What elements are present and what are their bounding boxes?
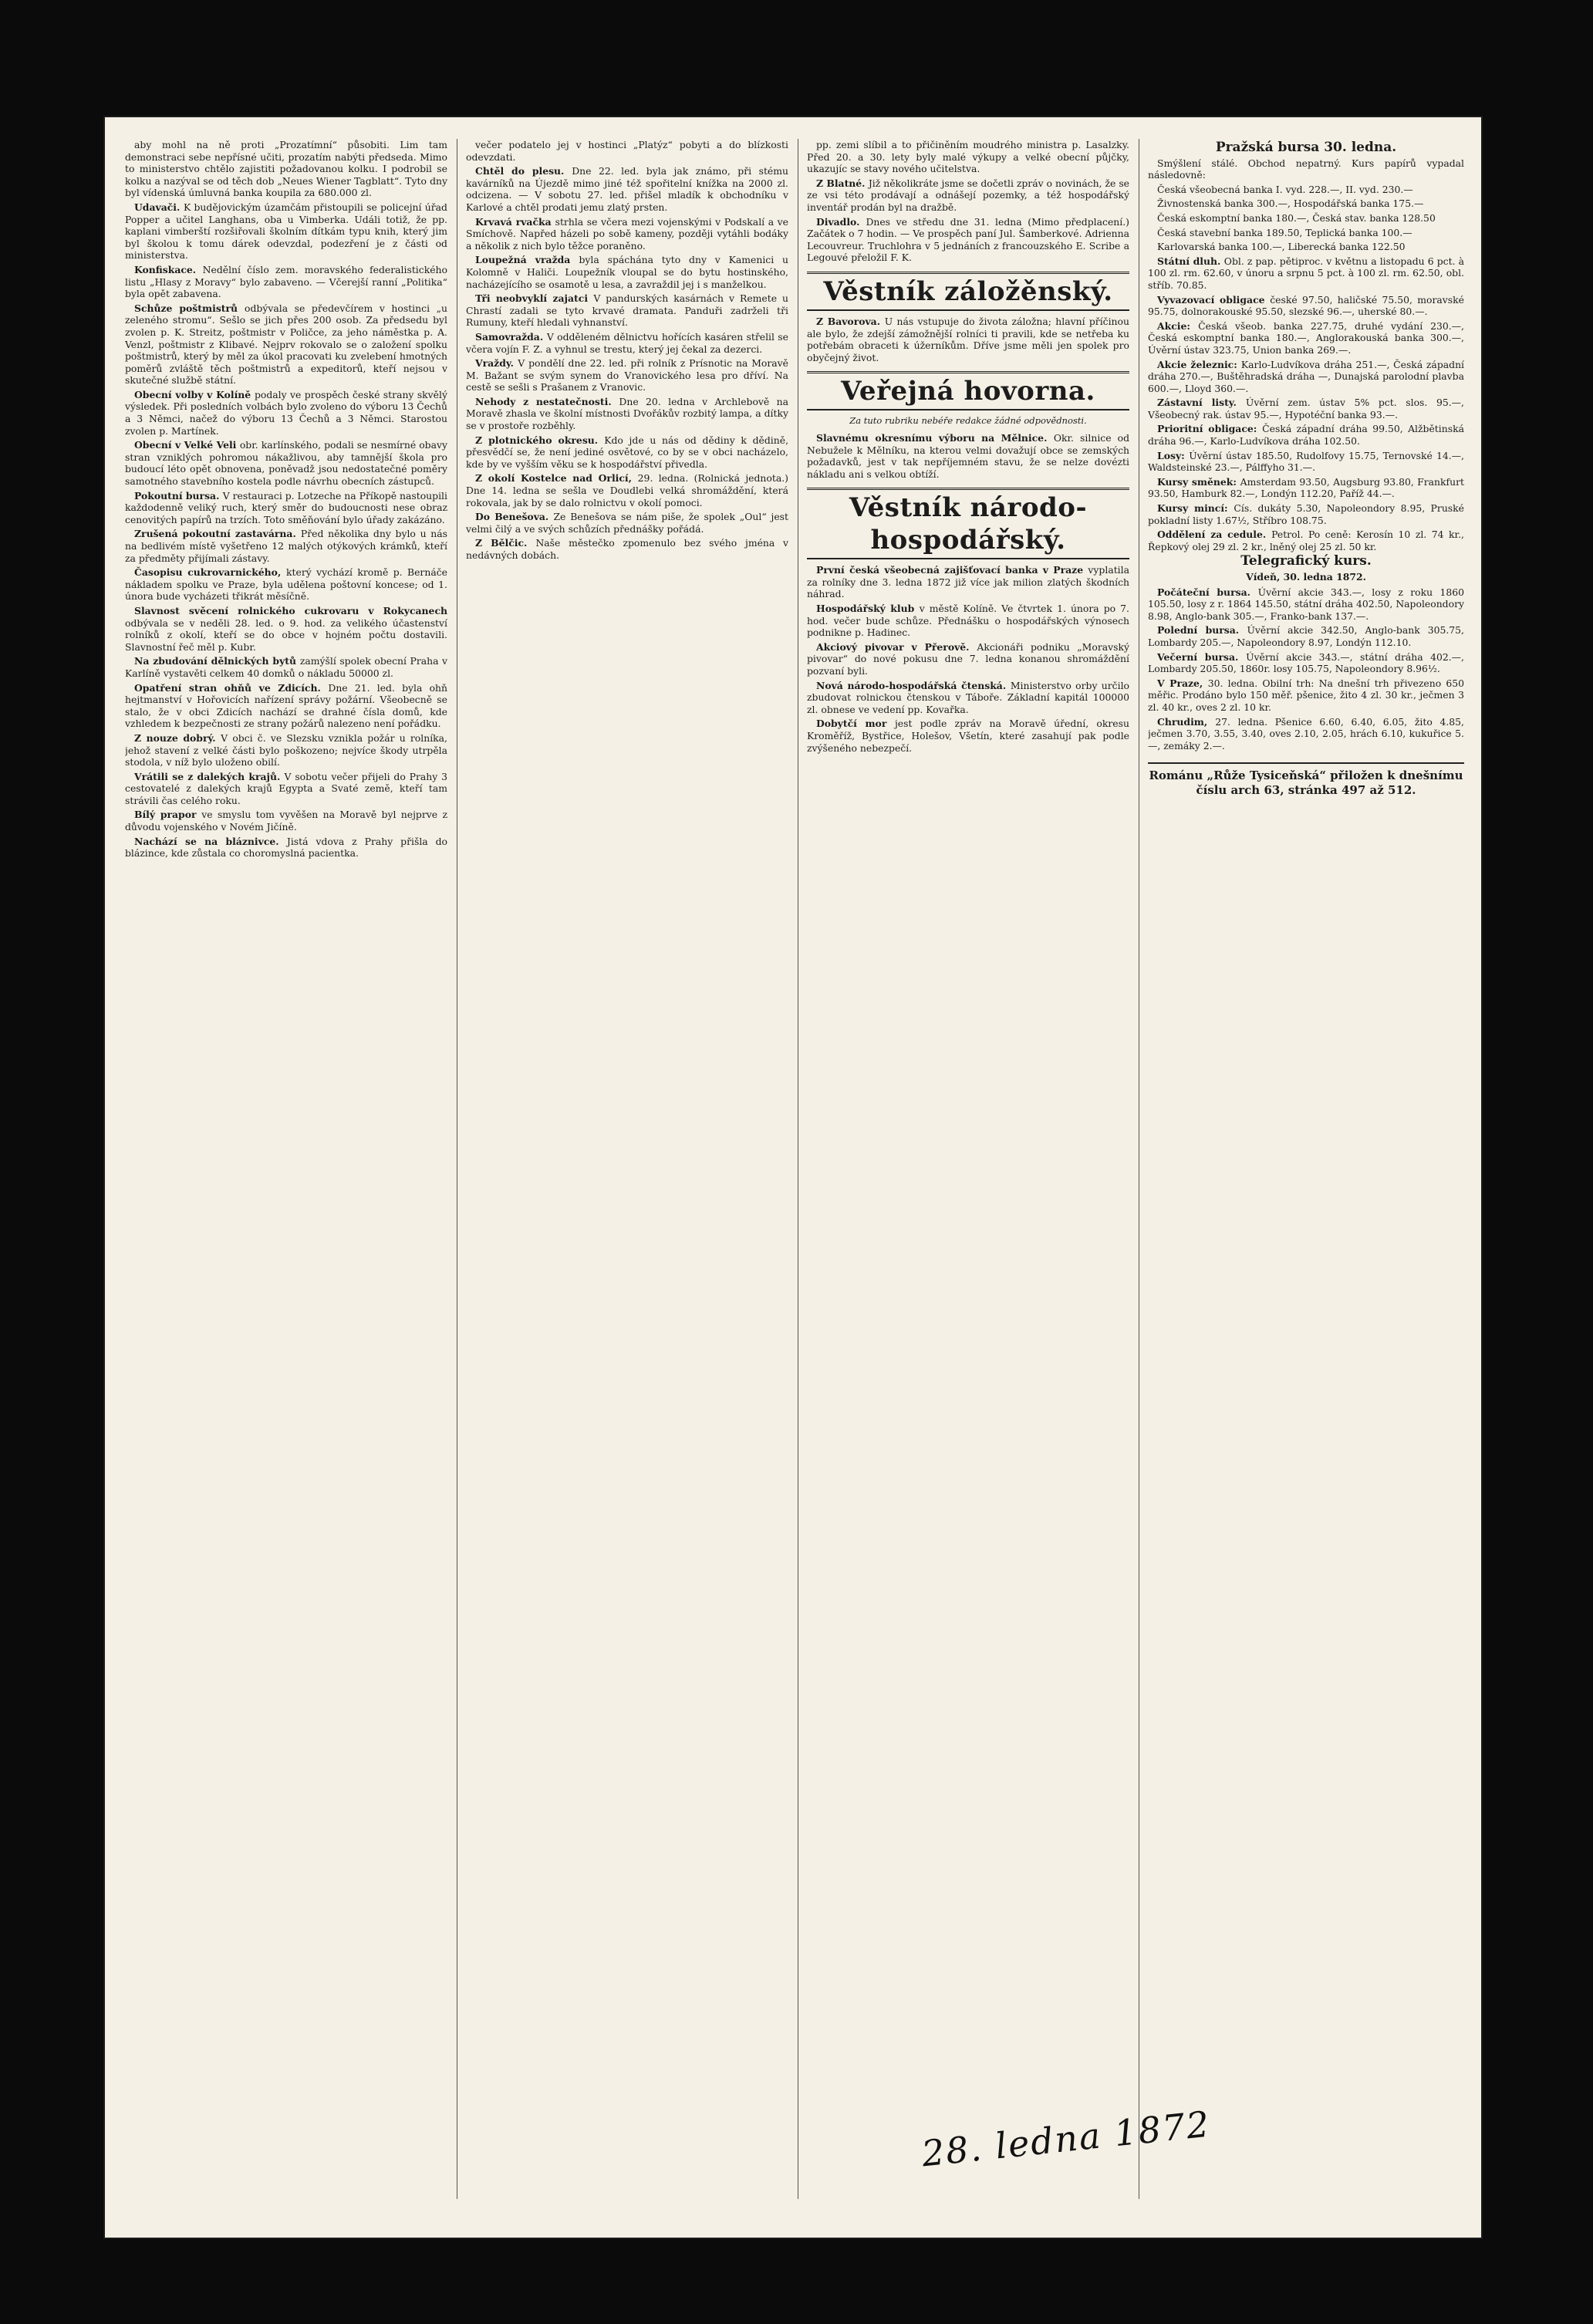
article-lead: Akcie: (1157, 319, 1199, 332)
article-text: V pandurských kasárnách v Remete u Chrastí zadali se tyto krvavé dramata. Panduři zadrželi tři Rumuny, kteří hledali vyhnanství. (466, 292, 788, 329)
article-text: Úvěrní akcie 343.—, státní dráha 402.—, Lombardy 205.50, 1860r. losy 105.75, Napoleondory 8.96½. (1148, 650, 1464, 675)
article-lead: Zrušená pokoutní zastavárna. (134, 528, 301, 540)
article-paragraph (125, 439, 447, 487)
bursa-line: Česká všeobecná banka I. vyd. 228.—, II. vyd. 230.— (1157, 183, 1413, 195)
footer-notice: Románu „Růže Tysiceňská“ přiložen k dnešnímu číslu arch 63, stránka 497 až 512. (1148, 762, 1464, 798)
article-paragraph (807, 216, 1129, 264)
article-lead: Z Bavorova. (816, 315, 885, 327)
article-text: 30. ledna. Obilní trh: Na dnešní trh přivezeno 650 měřic. Prodáno bylo 150 měř. pšenice, žito 4 zl. 30 kr., ječmen 3 zl. 40 kr., oves 2 zl. 10 kr. (1148, 677, 1464, 713)
bursa-line: Česká stavební banka 189.50, Teplická banka 100.— (1157, 226, 1412, 238)
article-text: Jistá vdova z Prahy přišla do blázince, kde zůstala co choromyslná pacientka. (125, 835, 447, 860)
article-paragraph (1148, 502, 1464, 526)
article-paragraph (466, 139, 788, 163)
article-text: Před několika dny bylo u nás na bedlivém místě vyšetřeno 12 malých otýkových krámků, kteří za předměty přijímali zástavy. (125, 528, 447, 564)
article-paragraph (125, 264, 447, 300)
article-paragraph (125, 836, 447, 860)
article-lead: Do Benešova. (475, 511, 554, 523)
article-text: Akcionáři podniku „Moravský pivovar“ do nové pokusu dne 7. ledna konanou shromáždění pozvaní byli. (807, 640, 1129, 677)
article-lead: Oddělení za cedule. (1157, 529, 1272, 541)
article-text: Ze Benešova se nám piše, že spolek „Oul“ jest velmi čilý a ve svých schůzích přednášky pořádá. (466, 511, 788, 535)
article-text: Česká západní dráha 99.50, Alžbětinská dráha 96.—, Karlo-Ludvíkova dráha 102.50. (1148, 423, 1464, 448)
article-paragraph (466, 165, 788, 213)
article-text: Dne 20. ledna v Archlebově na Moravě zhasla ve školní místnosti Dvořákův rozbitý lampa, a dítky se v prostoře rozběhly. (466, 395, 788, 432)
article-lead: Vrátili se z dalekých krajů. (134, 770, 285, 782)
section-heading-vestnik-zalozensky: Věstník záložěnský. (807, 272, 1129, 311)
article-text: vyplatila za rolníky dne 3. ledna 1872 již více jak milion zlatých škodních náhrad. (807, 564, 1129, 600)
article-text: Úvěrní akcie 342.50, Anglo-bank 305.75, Lombardy 205.—, Napoleondory 8.97, Londýn 112.10. (1148, 624, 1464, 648)
article-lead: Kursy mincí: (1157, 502, 1234, 515)
article-text: aby mohl na ně proti „Prozatímní“ působiti. Lim tam demonstraci sebe nepřísné učiti, prozatím nabýti předseda. Mimo to ministerstvo chtělo zajistiti požadovanou kolku. I podrobil se kolku a nazýval se od těch dob „Neues Wiener Tagblatt“. Tyto dny byl vídenská úmluvná banka koupila za 680.000 zl. (125, 139, 447, 199)
article-text: podaly ve prospěch české strany skvělý výsledek. Při posledních volbách bylo zvoleno do výboru 13 Čechů a 3 Němci, načež do výboru 13 Čechů a 3 Němci. Starostou zvolen p. Martínek. (125, 388, 447, 437)
article-lead: Samovražda. (475, 330, 547, 343)
article-paragraph (807, 139, 1129, 175)
article-text: pp. zemi slíbil a to přičiněním moudrého ministra p. Lasalzky. Před 20. a 30. lety byly malé výkupy a velké obecní půjčky, ukazujíc se stavy nového učitelstva. (807, 139, 1129, 175)
article-text: 27. ledna. Pšenice 6.60, 6.40, 6.05, žito 4.85, ječmen 3.70, 3.55, 3.40, oves 2.10, 2.05, hrách 6.10, kukuřice 5.—, zemáky 2.—. (1148, 715, 1464, 752)
article-lead: Konfiskace. (134, 263, 203, 275)
article-paragraph (1148, 529, 1464, 552)
article-paragraph (807, 316, 1129, 363)
article-lead: Nachází se na bláznivce. (134, 835, 287, 847)
article-paragraph (466, 511, 788, 535)
bursa-line: Česká eskomptní banka 180.—, Česká stav. banka 128.50 (1157, 211, 1436, 224)
article-paragraph (466, 472, 788, 508)
article-lead: Z Bělčic. (475, 537, 536, 549)
article-text: Obl. z pap. pětiproc. v květnu a listopadu 6 pct. à 100 zl. rm. 62.60, v únoru a srpnu 5 pct. à 100 zl. rm. 62.50, obl. stříb. 70.85. (1148, 255, 1464, 291)
article-lead: Z Blatné. (816, 177, 869, 189)
article-paragraph (466, 292, 788, 329)
article-lead: Loupežná vražda (475, 254, 579, 266)
article-paragraph (125, 605, 447, 653)
article-paragraph (125, 302, 447, 387)
article-text: Nedělní číslo zem. moravského federalistického listu „Hlasy z Moravy“ bylo zabaveno. — Včerejší ranní „Politika“ byla opět zabavena. (125, 263, 447, 300)
article-text: ve smyslu tom vyvěšen na Moravě byl nejprve z důvodu vojenského v Novém Jičíně. (125, 809, 447, 833)
article-paragraph (1148, 359, 1464, 395)
article-lead: Tři neobvyklí zajatci (475, 292, 594, 305)
column-3 (807, 139, 1129, 2199)
article-text: Úvěrní akcie 343.—, losy z roku 1860 105.50, losy z r. 1864 145.50, státní dráha 402.50, Napoleondory 8.98, Anglo-bank 305.—, Franko-bank 137.—. (1148, 586, 1464, 622)
article-lead: Obecní v Velké Veli (134, 439, 240, 451)
article-paragraph (125, 490, 447, 526)
article-text: V restauraci p. Lotzeche na Příkopě nastoupili každodenně veliký ruch, který směr do budoucnosti nese obraz cenovitých papírů na trzích. Toto směňování bylo úřady zakázáno. (125, 489, 447, 525)
newspaper-sheet (103, 116, 1483, 2239)
article-paragraph (1148, 450, 1464, 474)
article-paragraph (807, 680, 1129, 716)
article-paragraph (125, 682, 447, 730)
article-text: Cís. dukáty 5.30, Napoleondory 8.95, Pruské pokladní listy 1.67½, Stříbro 108.75. (1148, 502, 1464, 526)
bursa-intro: Smýšlení stálé. Obchod nepatrný. Kurs papírů vypadal následovně: (1148, 157, 1464, 181)
article-paragraph (807, 177, 1129, 214)
article-lead: Opatření stran ohňů ve Zdicích. (134, 681, 329, 694)
article-paragraph (1148, 423, 1464, 447)
article-paragraph (466, 331, 788, 355)
article-paragraph (1148, 677, 1464, 714)
article-lead: Pokoutní bursa. (134, 489, 223, 502)
column-2 (466, 139, 788, 2199)
article-text: který vychází kromě p. Bernáče nákladem spolku ve Praze, byla udělena poštovní koncese; od 1. února bude vycházeti třikrát měsíčně. (125, 566, 447, 603)
article-paragraph (466, 216, 788, 252)
article-lead: Z plotnického okresu. (475, 434, 605, 446)
article-paragraph (1148, 716, 1464, 752)
article-lead: Akciový pivovar v Přerově. (816, 640, 977, 653)
article-lead: Akcie železnic: (1157, 358, 1241, 370)
article-paragraph (807, 564, 1129, 600)
article-lead: Polední bursa. (1157, 624, 1247, 637)
article-paragraph (466, 396, 788, 432)
article-paragraph (466, 537, 788, 561)
article-text: V odděleném dělnictvu hořících kasáren střelil se včera vojín F. Z. a vyhnul se trestu, který jej čekal za dezerci. (466, 330, 788, 355)
article-paragraph (1148, 476, 1464, 500)
article-lead: Bílý prapor (134, 809, 202, 821)
article-lead: Kursy směnek: (1157, 475, 1240, 488)
article-lead: Večerní bursa. (1157, 650, 1247, 663)
bursa-line: Živnostenská banka 300.—, Hospodářská banka 175.— (1157, 198, 1424, 210)
article-lead: Krvavá rvačka (475, 215, 555, 228)
article-text: byla spáchána tyto dny v Kamenici u Kolomně v Haliči. Loupežník vloupal se do bytu hostinského, nacházejícího se osamotě u lesa, a zavraždil jej i s manželkou. (466, 254, 788, 290)
article-paragraph (125, 732, 447, 768)
article-paragraph (807, 718, 1129, 754)
article-lead: Na zbudování dělnických bytů (134, 655, 300, 667)
bursa-line: Karlovarská banka 100.—, Liberecká banka 122.50 (1157, 241, 1406, 253)
article-text: Již několikráte jsme se dočetli zpráv o novinách, že se ze vsi této prodávají a odnášejí pozemky, a též hospodářský inventář prodán byl na dražbě. (807, 177, 1129, 213)
article-lead: Dobytčí mor (816, 718, 895, 730)
handwritten-note: 28. ledna 1872 (920, 2103, 1213, 2175)
article-text: U nás vstupuje do života záložna; hlavní příčinou ale bylo, že zdejší zámožnější rolníci ti pravili, kde se netřeba ku potřebám obraceti k úžerníkům. Dříve jsme měli jen spolek pro obyčejný život. (807, 315, 1129, 363)
article-text: večer podatelo jej v hostinci „Platýz“ pobyti a do blízkosti odevzdati. (466, 139, 788, 163)
article-lead: Hospodářský klub (816, 603, 920, 615)
article-lead: V Praze, (1157, 677, 1208, 689)
article-paragraph (125, 389, 447, 437)
article-lead: Udavači. (134, 201, 184, 213)
section-heading-verejna-hovorna: Veřejná hovorna. (807, 371, 1129, 410)
article-text: V obci č. ve Slezsku vznikla požár u rolníka, jehož stavení z velké části bylo poškozeno; nejvíce škody utrpěla stodola, v níž bylo uloženo obilí. (125, 731, 447, 768)
article-text: Dne 22. led. byla jak známo, při stému kavárníků na Újezdě mimo jiné též spořitelní knížka na 2000 zl. odcizena. — V sobotu 27. led. přišel mladík k obchodníku v Karlové a chtěl prodati jemu zlatý prsten. (466, 165, 788, 213)
article-paragraph (807, 603, 1129, 639)
bursa-heading (1148, 142, 1464, 154)
article-lead: Slavnost svěcení rolnického cukrovaru v Rokycanech (134, 604, 447, 616)
article-text: V pondělí dne 22. led. při rolník z Prísnotic na Moravě M. Bažant se svým synem do Vranovického lesa pro dříví. Na cestě se sešli s Prašanem z Vranovic. (466, 357, 788, 394)
article-paragraph (807, 432, 1129, 480)
bursa-title: Pražská bursa (1215, 140, 1320, 155)
article-text: odbývala se předevčírem v hostinci „u zeleného stromu“. Sešlo se jich přes 200 osob. Za předsedu byl zvolen p. K. Streitz, poštmistr v Poličce, za jeho náměstka p. A. Venzl, poštmistr z Klibavé. Nejprv rokovalo se o založení spolku poštmistrů, který by měl za úkol pracovati ku zvelebení hmotných poměrů zvláště těch poštmistrů a expeditorů, kteří nejsou v skutečné službě státní. (125, 302, 447, 387)
article-text: Naše městečko zpomenulo bez svého jména v nedávných dobách. (466, 537, 788, 561)
telegraf-heading: Telegrafický kurs. (1240, 553, 1372, 569)
article-text: Karlo-Ludvíkova dráha 251.—, Česká západní dráha 270.—, Buštěhradská dráha —, Dunajská parolodní plavba 600.—, Lloyd 360.—. (1148, 358, 1464, 394)
article-text: 29. ledna. (Rolnická jednota.) Dne 14. ledna se sešla ve Doudlebi velká shromáždění, která rokovala, jak by se dalo rolnictvu v okolí pomoci. (466, 472, 788, 508)
article-lead: Nová národo-hospodářská čtenská. (816, 679, 1011, 691)
article-text: v městě Kolíně. Ve čtvrtek 1. února po 7. hod. večer bude schůze. Přednášku o hospodářských výnosech podnikne p. Hadinec. (807, 603, 1129, 639)
article-lead: Z nouze dobrý. (134, 731, 221, 744)
telegraf-date: Vídeň, 30. ledna 1872. (1246, 571, 1366, 583)
article-lead: Prioritní obligace: (1157, 423, 1263, 435)
article-text: Kdo jde u nás od dědiny k dědině, přesvědčí se, že není jediné osvětové, co by se v obci nacházelo, kde by ve vyšším věku se k hospodářství přivedla. (466, 434, 788, 470)
article-paragraph (1148, 397, 1464, 421)
column-1 (125, 139, 447, 2199)
article-paragraph (1148, 255, 1464, 292)
article-lead: Vyvazovací obligace (1157, 293, 1271, 306)
article-paragraph (466, 357, 788, 394)
article-text: Dnes ve středu dne 31. ledna (Mimo předplacení.) Začátek o 7 hodin. — Ve prospěch paní Jul. Šamberkové. Adrienna Lecouvreur. Truchlohra v 5 jednáních z francouzského E. Scribe a Legouvé přeložil F. K. (807, 215, 1129, 264)
bursa-date: 30. ledna. (1324, 140, 1397, 155)
article-paragraph (125, 201, 447, 262)
article-text: Okr. silnice od Nebužele k Mělníku, na kterou velmi dovažují obce se zemských požadavků, jest v tak nepříjemném stavu, že se nelze dovézti nákladu ani s velkou obtíží. (807, 431, 1129, 480)
article-lead: Vraždy. (475, 357, 518, 370)
article-lead: Schůze poštmistrů (134, 302, 245, 314)
article-paragraph (125, 771, 447, 807)
article-lead: První česká všeobecná zajišťovací banka v Praze (816, 564, 1088, 576)
section-heading-vestnik-narodo: Věstník národo-hospodářský. (807, 488, 1129, 559)
article-lead: Nehody z nestatečnosti. (475, 395, 619, 407)
column-4 (1148, 139, 1464, 2199)
article-paragraph (1148, 624, 1464, 648)
article-text: jest podle zpráv na Moravě úřední, okresu Kroměříž, Bystřice, Holešov, Všetín, které zasahují pak podle zvýšeného nebezpečí. (807, 718, 1129, 754)
article-paragraph (125, 139, 447, 199)
article-text: Dne 21. led. byla ohň hejtmanství v Hořovicích nařízení správy požární. Všeobecně se stalo, že v obci Zdicích nachází se drahné čísla domů, kde vzhledem k bezpečnosti ze strany požárů nalezeno není pořádku. (125, 681, 447, 730)
article-lead: Zástavní listy. (1157, 397, 1246, 409)
article-text: Česká všeob. banka 227.75, druhé vydání 230.—, Česká eskomptní banka 180.—, Anglorakouská banka 300.—, Úvěrní ústav 323.75, Union banka 269.—. (1148, 319, 1464, 356)
article-text: Úvěrní zem. ústav 5% pct. slos. 95.—, Všeobecný rak. ústav 95.—, Hypotéční banka 93.—. (1148, 397, 1464, 421)
article-paragraph (1148, 586, 1464, 623)
article-paragraph (125, 566, 447, 603)
article-lead: Z okolí Kostelce nad Orlicí, (475, 472, 638, 485)
article-paragraph (466, 254, 788, 290)
article-paragraph (125, 809, 447, 833)
article-lead: Divadlo. (816, 215, 866, 228)
article-paragraph (807, 641, 1129, 677)
article-paragraph (125, 655, 447, 679)
article-paragraph (1148, 294, 1464, 318)
section-disclaimer: Za tuto rubriku nebéře redakce žádné odpovědnosti. (849, 415, 1087, 427)
article-lead: Počáteční bursa. (1157, 586, 1258, 598)
article-text: K budějovickým úzamčám přistoupili se policejní úřad Popper a učitel Langhans, oba u Vimberka. Událi totiž, že pp. kaplani vimberští rozšiřovali školním dítkám typu knih, který jim byl školou k tomu dárek odevzdal, podezření je z části od ministerstva. (125, 201, 447, 262)
article-text: zamýšlí spolek obecní Praha v Karlíně vystavěti celkem 40 domků o nákladu 50000 zl. (125, 655, 447, 679)
article-paragraph (1148, 651, 1464, 675)
article-text: odbývala se v neděli 28. led. o 9. hod. za velikého účastenství rolníků z okolí, kteří se do obce v hojném počtu dostavili. Slavnostní řeč měl p. Kubr. (125, 616, 447, 653)
article-paragraph (1148, 320, 1464, 356)
article-lead: Časopisu cukrovarnického, (134, 566, 287, 579)
article-text: české 97.50, haličské 75.50, moravské 95.75, dolnorakouské 95.50, slezské 96.—, uherské 80.—. (1148, 293, 1464, 318)
article-lead: Slavnému okresnímu výboru na Mělnice. (816, 431, 1054, 444)
article-paragraph (125, 528, 447, 564)
article-lead: Státní dluh. (1157, 255, 1224, 267)
article-lead: Obecní volby v Kolíně (134, 388, 255, 400)
article-text: obr. karlínského, podali se nesmírné obavy stran vzniklých pohromou nákažlivou, aby tamnější škola pro budoucí léto opět obnovena, poněvadž jsou nedostatečné poměry samotného stavebního kostela podle návrhu obecních zástupců. (125, 439, 447, 488)
article-lead: Losy: (1157, 449, 1190, 461)
article-text: V sobotu večer přijeli do Prahy 3 cestovatelé z dalekých krajů Egypta a Svaté země, kteří tam strávili čas celého roku. (125, 770, 447, 806)
article-text: Ministerstvo orby určilo zbudovat rolnickou čtenskou v Táboře. Základní kapitál 100000 zl. obnese ve vedení pp. Kovařka. (807, 679, 1129, 715)
article-text: strhla se včera mezi vojenskými v Podskalí a ve Smíchově. Napřed házeli po sobě kameny, později vytáhli bodáky a několik z nich bylo těžce poraněno. (466, 215, 788, 252)
article-text: Amsterdam 93.50, Augsburg 93.80, Frankfurt 93.50, Hamburk 82.—, Londýn 112.20, Paříž 44.—. (1148, 475, 1464, 500)
article-text: Petrol. Po ceně: Kerosín 10 zl. 74 kr., Řepkový olej 29 zl. 2 kr., lněný olej 25 zl. 50 kr. (1148, 529, 1464, 552)
article-paragraph (466, 434, 788, 471)
article-lead: Chrudim, (1157, 715, 1216, 728)
article-text: Úvěrní ústav 185.50, Rudolfovy 15.75, Ternovské 14.—, Waldsteinské 23.—, Pálffyho 31.—. (1148, 449, 1464, 474)
article-lead: Chtěl do plesu. (475, 165, 572, 177)
